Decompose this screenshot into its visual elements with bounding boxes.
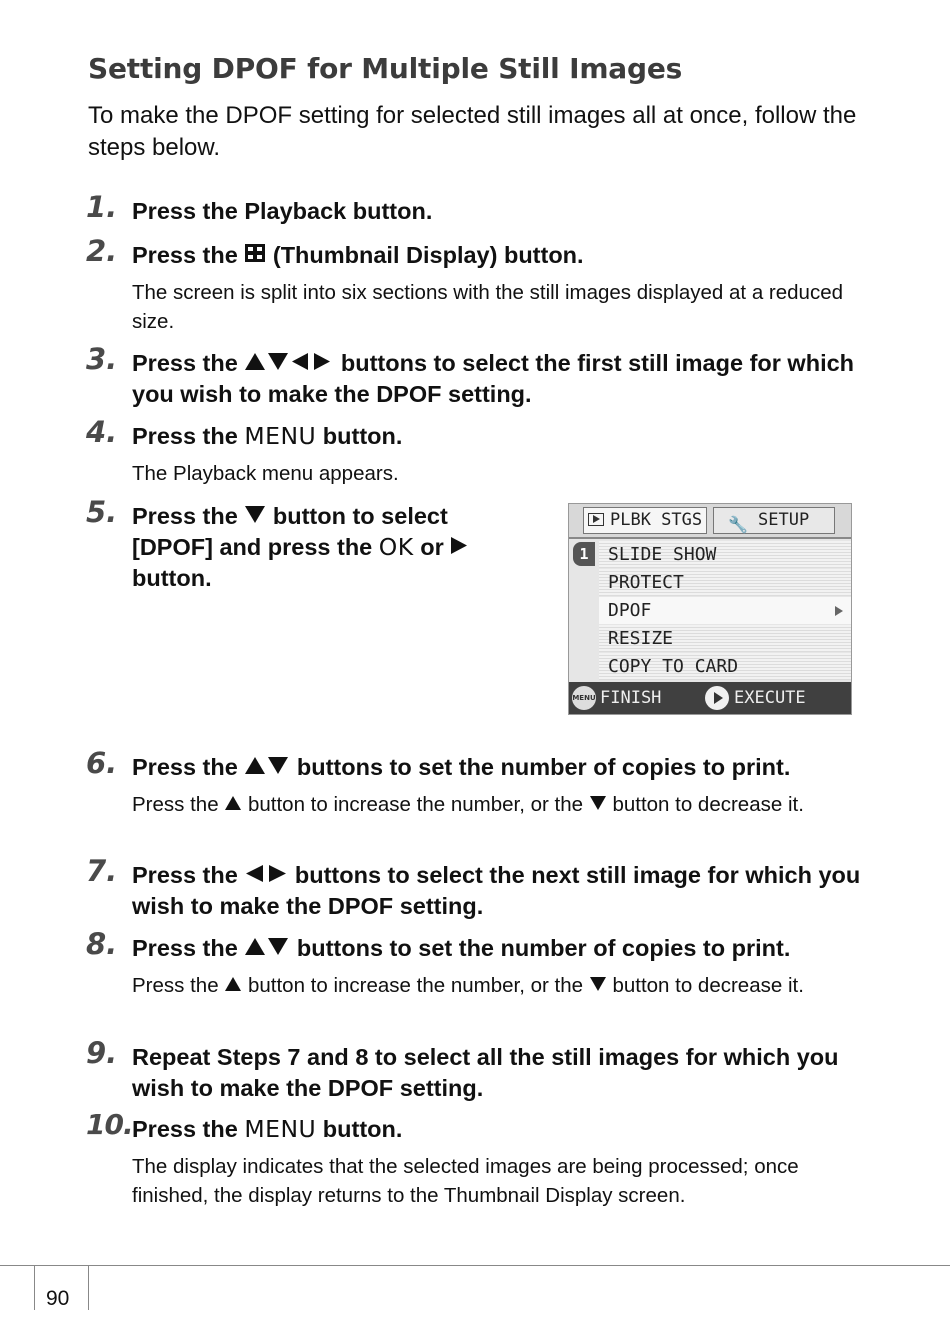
- step-7: [86, 854, 866, 922]
- lcd-tab-playback: PLBK STGS: [583, 507, 707, 534]
- page-number: 90: [46, 1287, 70, 1310]
- step-heading: Press the buttons to select the first still image for which you wish to make the DPOF setting.: [132, 350, 855, 407]
- step-detail: Press the button to increase the number, or the button to decrease it.: [132, 793, 804, 816]
- down-arrow-icon: [589, 795, 607, 811]
- up-down-left-right-icon: [244, 352, 334, 371]
- step-10: [86, 1108, 866, 1210]
- menu-button-label: MENU: [244, 1115, 317, 1143]
- lcd-finish-label: FINISH: [600, 688, 662, 708]
- step-8: [86, 927, 866, 1000]
- step-1: [86, 190, 866, 227]
- lcd-menu-item: SLIDE SHOW: [599, 541, 851, 568]
- thumbnail-grid-icon: [244, 243, 266, 263]
- footer-rule: [0, 1265, 950, 1266]
- intro-paragraph: To make the DPOF setting for selected still images all at once, follow the steps below.: [88, 102, 857, 161]
- page-title: Setting DPOF for Multiple Still Images: [88, 52, 683, 85]
- step-9: [86, 1036, 866, 1104]
- step-heading: Press the (Thumbnail Display) button.: [132, 242, 584, 268]
- step-heading: Press the MENU button.: [132, 422, 403, 450]
- step-heading: Press the buttons to select the next still image for which you wish to make the DPOF setting.: [132, 862, 861, 919]
- ok-button-label: OK: [378, 533, 414, 561]
- step-2: [86, 234, 866, 336]
- down-arrow-icon: [589, 976, 607, 992]
- submenu-arrow-icon: [835, 606, 843, 616]
- step-detail: The screen is split into six sections with the still images displayed at a reduced size.: [132, 281, 844, 333]
- execute-button-icon: [705, 686, 729, 710]
- step-heading: Press the buttons to set the number of copies to print.: [132, 935, 791, 961]
- step-number: 7.: [86, 854, 118, 888]
- step-number: 8.: [86, 927, 118, 961]
- lcd-menu-item: PROTECT: [599, 569, 851, 596]
- camera-menu-screenshot: [568, 503, 852, 715]
- up-arrow-icon: [224, 795, 242, 811]
- step-number: 9.: [86, 1036, 118, 1070]
- right-arrow-icon: [450, 536, 468, 555]
- lcd-menu-item-selected: DPOF: [599, 597, 851, 624]
- step-3: [86, 342, 866, 410]
- menu-button-icon: MENU: [572, 686, 596, 710]
- playback-icon: [588, 513, 604, 526]
- step-number: 3.: [86, 342, 118, 376]
- step-6: [86, 746, 866, 819]
- step-4: [86, 415, 866, 488]
- step-heading: Repeat Steps 7 and 8 to select all the still images for which you wish to make the DPOF setting.: [132, 1044, 839, 1101]
- footer-divider-left: [34, 1265, 35, 1310]
- up-down-arrow-icon: [244, 756, 290, 775]
- step-number: 10.: [86, 1108, 133, 1141]
- step-number: 2.: [86, 234, 118, 268]
- left-right-arrow-icon: [244, 864, 288, 883]
- lcd-menu-item: COPY TO CARD: [599, 653, 851, 680]
- up-down-arrow-icon: [244, 937, 290, 956]
- lcd-menu-item: RESIZE: [599, 625, 851, 652]
- step-heading: Press the button to select [DPOF] and press the OK or button.: [132, 501, 506, 594]
- lcd-tab-setup: 🔧 SETUP: [713, 507, 835, 534]
- lcd-tab-bar: [569, 504, 851, 539]
- wrench-icon: 🔧: [728, 515, 748, 534]
- step-detail: The display indicates that the selected images are being processed; once finished, the display returns to the Thumbnail Display screen.: [132, 1155, 799, 1207]
- step-heading: Press the Playback button.: [132, 198, 433, 224]
- footer-divider-right: [88, 1265, 89, 1310]
- lcd-page-indicator: 1: [573, 542, 595, 566]
- step-5: [86, 495, 506, 594]
- step-heading: Press the MENU button.: [132, 1115, 403, 1143]
- step-number: 1.: [86, 190, 118, 224]
- step-detail: Press the button to increase the number, or the button to decrease it.: [132, 974, 804, 997]
- step-heading: Press the buttons to set the number of copies to print.: [132, 754, 791, 780]
- step-number: 5.: [86, 495, 118, 529]
- step-number: 6.: [86, 746, 118, 780]
- up-arrow-icon: [224, 976, 242, 992]
- step-detail: The Playback menu appears.: [132, 462, 399, 485]
- down-arrow-icon: [244, 505, 266, 524]
- menu-button-label: MENU: [244, 422, 317, 450]
- lcd-status-bar: [569, 682, 851, 714]
- lcd-execute-label: EXECUTE: [734, 688, 806, 708]
- step-number: 4.: [86, 415, 118, 449]
